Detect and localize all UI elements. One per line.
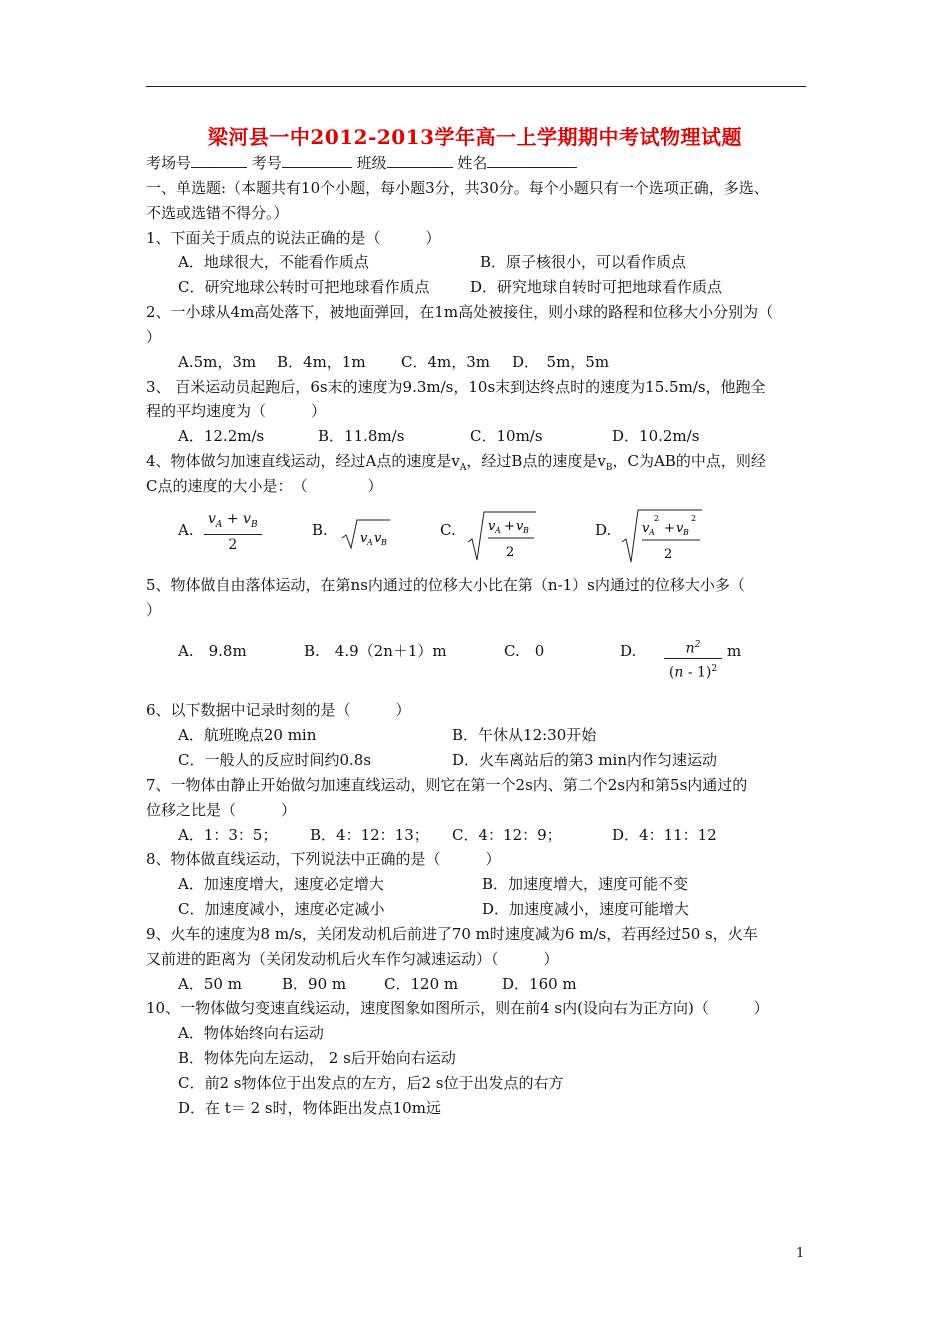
q4-option-b-label: B. (312, 521, 328, 539)
q5-stem-1: 5、物体做自由落体运动，在第ns内通过的位移大小比在第（n-1）s内通过的位移大小多（ (146, 576, 745, 594)
svg-text:A: A (367, 538, 373, 547)
svg-text:2: 2 (506, 545, 515, 560)
page-number: 1 (796, 1246, 805, 1261)
q4-option-c-radical (466, 508, 538, 568)
q1-option-a: A．地球很大，不能看作质点 (178, 253, 369, 271)
class-blank[interactable] (387, 153, 453, 168)
q2-option-d: D． 5m，5m (512, 353, 610, 371)
q1-stem: 1、下面关于质点的说法正确的是（ ） (146, 229, 441, 247)
q5-option-d-unit: m (727, 642, 742, 660)
q5-option-c: C. 0 (504, 642, 545, 660)
q7-option-d: D．4：11：12 (612, 826, 717, 844)
q10-stem: 10、一物体做匀变速直线运动，速度图象如图所示，则在前4 s内(设向右为正方向)（ ） (146, 999, 769, 1017)
class-label: 班级 (356, 154, 387, 172)
svg-text:v: v (374, 531, 382, 546)
q5-option-b: B. 4.9（2n＋1）m (304, 642, 447, 660)
q7-option-b: B．4：12：13； (310, 826, 429, 844)
q3-option-c: C．10m/s (470, 427, 543, 445)
q10-option-d: D．在 t＝ 2 s时，物体距出发点10m远 (178, 1099, 441, 1117)
q5-stem-2: ） (146, 601, 162, 619)
q1-option-c: C．研究地球公转时可把地球看作质点 (178, 278, 430, 296)
q4-option-d-radical (620, 506, 704, 570)
q7-stem-2: 位移之比是（ ） (146, 801, 297, 819)
q5-option-d-label: D. (620, 642, 637, 660)
q3-stem-1: 3、 百米运动员起跑后，6s末的速度为9.3m/s，10s末到达终点时的速度为15.5m/s，他跑全 (146, 378, 766, 396)
q6-option-c: C．一般人的反应时间约0.8s (178, 751, 372, 769)
svg-text:B: B (683, 528, 689, 537)
q4-option-d-label: D. (595, 521, 612, 539)
q3-option-b: B．11.8m/s (318, 427, 405, 445)
svg-text:B: B (523, 526, 529, 535)
q9-stem-2: 又前进的距离为（关闭发动机后火车作匀减速运动）（ ） (146, 950, 559, 968)
q8-stem: 8、物体做直线运动，下列说法中正确的是（ ） (146, 850, 501, 868)
exam-room-label: 考场号 (146, 154, 192, 172)
exam-no-blank[interactable] (282, 153, 352, 168)
q9-option-d: D．160 m (502, 975, 577, 993)
q4-option-c-label: C. (440, 521, 456, 539)
header-rule (146, 86, 806, 87)
q9-option-b: B．90 m (282, 975, 347, 993)
svg-text:+: + (504, 519, 515, 534)
q10-option-b: B．物体先向左运动， 2 s后开始向右运动 (178, 1049, 456, 1067)
svg-text:B: B (381, 538, 387, 547)
q9-option-c: C．120 m (384, 975, 459, 993)
section-instructions-1: 一、单选题:（本题共有10个小题，每小题3分，共30分。每个小题只有一个选项正确，多选、 (146, 179, 769, 197)
q8-option-c: C．加速度减小，速度必定减小 (178, 900, 385, 918)
q10-option-a: A．物体始终向右运动 (178, 1024, 324, 1042)
q2-option-b: B．4m，1m (277, 353, 366, 371)
q6-option-d: D．火车离站后的第3 min内作匀速运动 (452, 751, 718, 769)
q3-option-a: A．12.2m/s (178, 427, 265, 445)
q2-option-c: C．4m，3m (401, 353, 491, 371)
svg-text:2: 2 (691, 514, 697, 523)
q2-stem-1: 2、一小球从4m高处落下，被地面弹回，在1m高处被接住，则小球的路程和位移大小分别为（ (146, 303, 774, 321)
q9-option-a: A．50 m (178, 975, 242, 993)
svg-text:v: v (642, 521, 650, 536)
q9-stem-1: 9、火车的速度为8 m/s，关闭发动机后前进了70 m时速度减为6 m/s，若再经过50 s，火车 (146, 925, 758, 943)
header-fields (146, 153, 577, 173)
name-label: 姓名 (457, 154, 488, 172)
exam-no-label: 考号 (251, 154, 282, 172)
svg-text:v: v (676, 521, 684, 536)
svg-text:v: v (360, 531, 368, 546)
q3-stem-2: 程的平均速度为（ ） (146, 402, 327, 420)
q4-stem-2: C点的速度的大小是： （ ） (146, 477, 383, 495)
q5-option-d-fraction: $\frac{n^2}{(n - 1)^2}$ (664, 636, 722, 682)
section-instructions-2: 不选或选错不得分。） (146, 204, 289, 222)
q8-option-a: A．加速度增大，速度必定增大 (178, 875, 384, 893)
q8-option-b: B．加速度增大，速度可能不变 (482, 875, 689, 893)
svg-text:A: A (495, 526, 501, 535)
q7-option-c: C．4：12：9； (452, 826, 562, 844)
q2-stem-2: ） (146, 328, 162, 346)
q1-option-b: B．原子核很小，可以看作质点 (480, 253, 687, 271)
q4-stem-1: 4、物体做匀加速直线运动，经过A点的速度是$v_A$，经过B点的速度是$v_B$，C为AB的中点，则经 (146, 452, 766, 473)
exam-room-blank[interactable] (191, 153, 247, 168)
q3-option-d: D．10.2m/s (612, 427, 700, 445)
svg-text:v: v (516, 519, 524, 534)
q8-option-d: D．加速度减小，速度可能增大 (482, 900, 690, 918)
q6-option-a: A．航班晚点20 min (178, 726, 317, 744)
svg-text:A: A (649, 528, 655, 537)
svg-text:v: v (488, 519, 496, 534)
name-blank[interactable] (487, 153, 577, 168)
q4-option-a-label: A. (178, 521, 194, 539)
q2-option-a: A.5m，3m (178, 353, 257, 371)
q5-option-a: A. 9.8m (178, 642, 247, 660)
svg-text:+: + (664, 521, 675, 536)
svg-text:2: 2 (654, 514, 660, 523)
q4-option-a-fraction: $\frac{v_A + v_B}{2}$ (204, 510, 262, 555)
q10-option-c: C．前2 s物体位于出发点的左方，后2 s位于出发点的右方 (178, 1074, 564, 1092)
page-title: 梁河县一中2012-2013学年高一上学期期中考试物理试题 (207, 125, 743, 149)
q6-stem: 6、以下数据中记录时刻的是（ ） (146, 701, 411, 719)
q7-option-a: A．1：3：5； (178, 826, 278, 844)
q1-option-d: D．研究地球自转时可把地球看作质点 (470, 278, 723, 296)
q7-stem-1: 7、一物体由静止开始做匀加速直线运动，则它在第一个2s内、第二个2s内和第5s内通过的 (146, 776, 748, 794)
q4-option-b-radical (340, 516, 392, 556)
svg-text:2: 2 (664, 547, 673, 562)
q6-option-b: B．午休从12:30开始 (452, 726, 597, 744)
